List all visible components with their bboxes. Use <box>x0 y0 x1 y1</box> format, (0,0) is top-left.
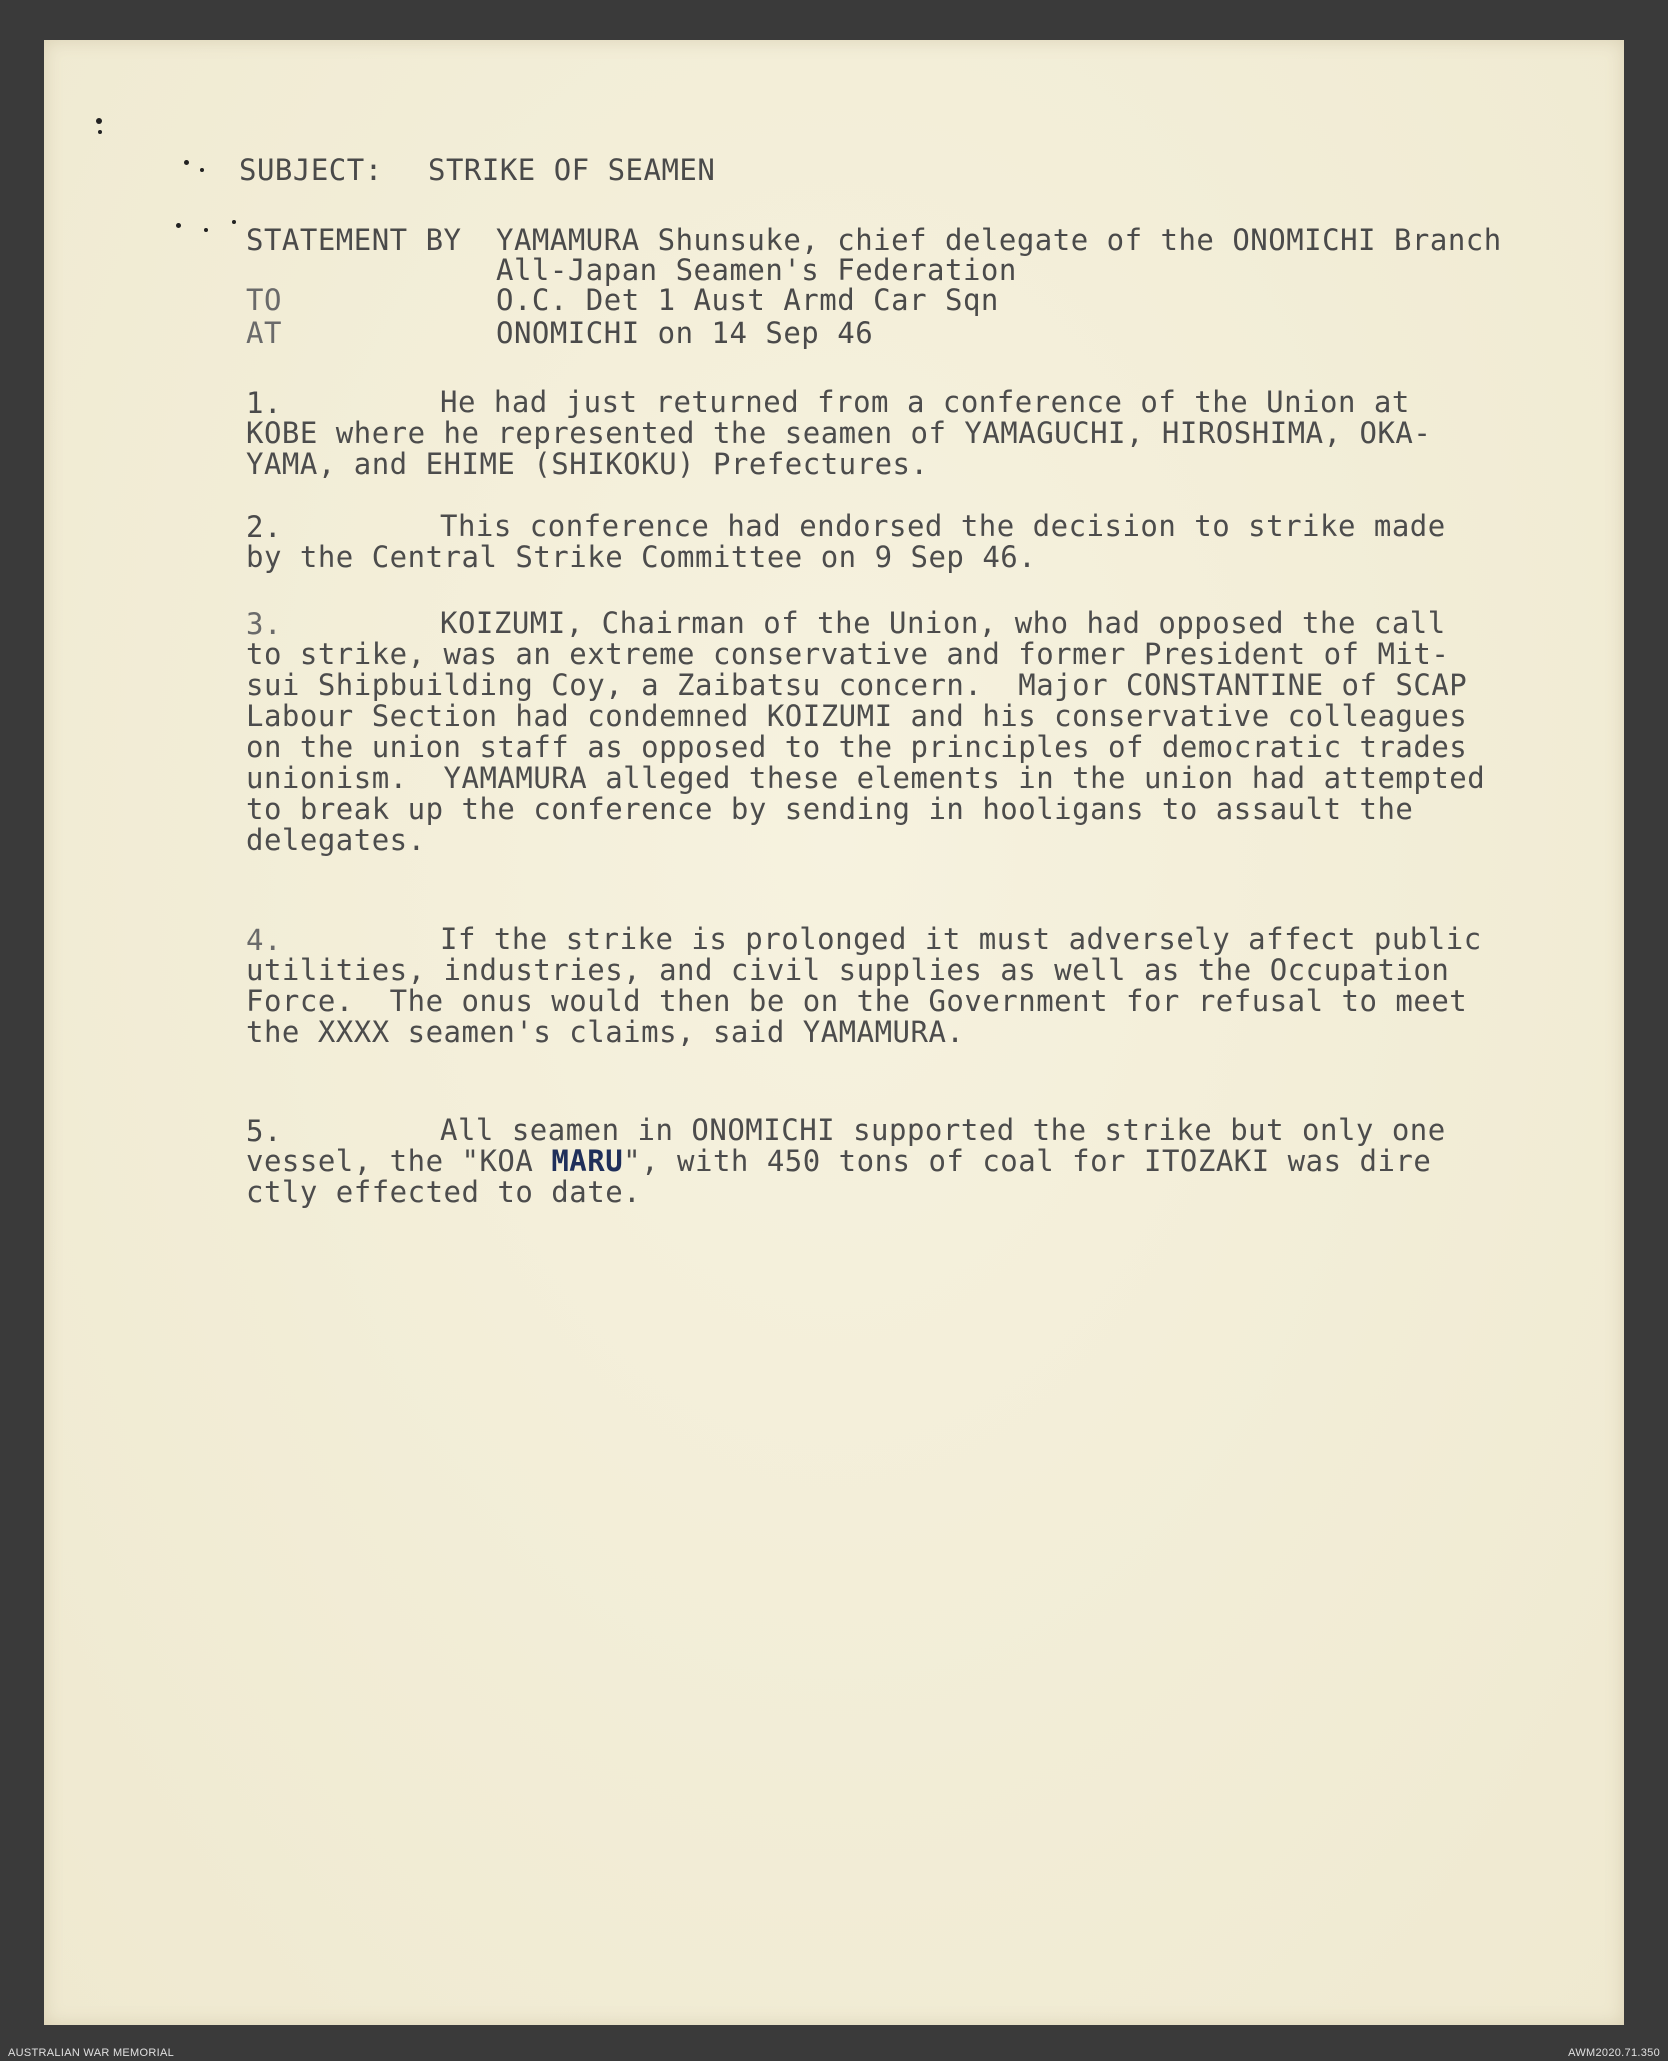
footer-institution: AUSTRALIAN WAR MEMORIAL <box>8 2047 175 2059</box>
to-label: TO <box>246 283 282 317</box>
subject-value: STRIKE OF SEAMEN <box>428 153 716 187</box>
statement-label: STATEMENT BY <box>246 223 462 257</box>
punch-mark <box>98 130 102 134</box>
punch-mark <box>176 223 181 228</box>
paragraph-3 <box>246 608 1485 856</box>
to-value: O.C. Det 1 Aust Armd Car Sqn <box>496 283 999 317</box>
punch-mark <box>232 220 236 224</box>
paragraph-5 <box>246 1115 1446 1208</box>
paragraph-line: YAMA, and EHIME (SHIKOKU) Prefectures. <box>246 447 929 481</box>
paragraph-1 <box>246 387 1431 480</box>
paragraph-line: sui Shipbuilding Coy, a Zaibatsu concern. Major CONSTANTINE of SCAP <box>246 668 1468 702</box>
typed-document-page <box>44 40 1624 2025</box>
paragraph-3-number: 3. <box>246 607 282 641</box>
paragraph-4 <box>246 924 1482 1048</box>
statement-value-continued: All-Japan Seamen's Federation <box>496 253 1017 287</box>
paragraph-line: Labour Section had condemned KOIZUMI and his conservative colleagues <box>246 699 1468 733</box>
paragraph-line: to strike, was an extreme conservative and former President of Mit- <box>246 637 1450 671</box>
paragraph-line: by the Central Strike Committee on 9 Sep 46. <box>246 540 1037 574</box>
paragraph-line: Force. The onus would then be on the Government for refusal to meet <box>246 984 1468 1018</box>
punch-mark <box>200 168 204 172</box>
paragraph-line: the XXXX seamen's claims, said YAMAMURA. <box>246 1015 965 1049</box>
paragraph-line: unionism. YAMAMURA alleged these elements in the union had attempted <box>246 761 1486 795</box>
paragraph-1-number: 1. <box>246 386 282 420</box>
paragraph-line: This conference had endorsed the decision to strike made <box>440 509 1446 543</box>
vessel-line-end: ", with 450 tons of coal for ITOZAKI was dire <box>623 1144 1432 1178</box>
statement-value: YAMAMURA Shunsuke, chief delegate of the ONOMICHI Branch <box>496 223 1502 257</box>
punch-mark <box>184 160 189 165</box>
handwritten-vessel-name: MARU <box>551 1144 624 1178</box>
subject-label: SUBJECT: <box>239 153 383 187</box>
punch-mark <box>96 118 102 124</box>
vessel-line-start: vessel, the "KOA <box>246 1144 552 1178</box>
paragraph-2-number: 2. <box>246 510 282 544</box>
paragraph-line: on the union staff as opposed to the principles of democratic trades <box>246 730 1468 764</box>
paragraph-line-with-vessel <box>246 1146 1446 1177</box>
paragraph-line: to break up the conference by sending in hooligans to assault the <box>246 792 1414 826</box>
at-label: AT <box>246 316 282 350</box>
paragraph-5-number: 5. <box>246 1114 282 1148</box>
paragraph-line: utilities, industries, and civil supplies as well as the Occupation <box>246 953 1450 987</box>
paragraph-line: KOBE where he represented the seamen of YAMAGUCHI, HIROSHIMA, OKA- <box>246 416 1432 450</box>
paragraph-line: KOIZUMI, Chairman of the Union, who had opposed the call <box>440 606 1446 640</box>
paragraph-line: ctly effected to date. <box>246 1175 642 1209</box>
paragraph-4-number: 4. <box>246 923 282 957</box>
paragraph-line: All seamen in ONOMICHI supported the strike but only one <box>440 1113 1446 1147</box>
footer-accession-number: AWM2020.71.350 <box>1568 2047 1660 2059</box>
at-value: ONOMICHI on 14 Sep 46 <box>496 316 874 350</box>
paragraph-2 <box>246 511 1446 573</box>
paragraph-line: If the strike is prolonged it must adversely affect public <box>440 922 1482 956</box>
punch-mark <box>204 228 208 232</box>
paragraph-line: delegates. <box>246 823 426 857</box>
paragraph-line: He had just returned from a conference of the Union at <box>440 385 1410 419</box>
